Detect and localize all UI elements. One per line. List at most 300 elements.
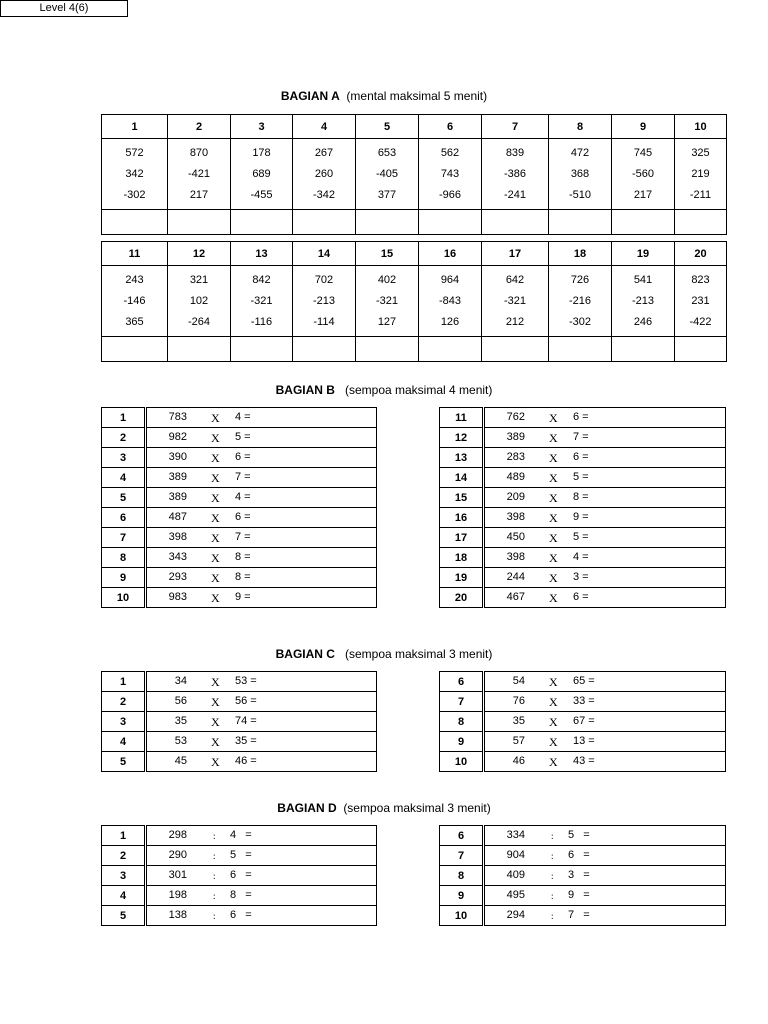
- operand-b: 7 =: [573, 431, 589, 443]
- operand: 870: [189, 146, 209, 159]
- multiply-sign: X: [549, 451, 558, 465]
- problem-row: [102, 692, 377, 712]
- problem-expression[interactable]: [146, 508, 377, 528]
- problem-expression[interactable]: [484, 548, 726, 568]
- problem-row: [102, 468, 377, 488]
- problem-number: 11: [102, 242, 168, 266]
- operand-a: 450: [506, 531, 525, 543]
- problem-number: 5: [356, 115, 419, 139]
- problem-number: 13: [440, 448, 484, 468]
- operand: 321: [189, 273, 209, 286]
- operand: -421: [187, 167, 211, 180]
- problem-expression[interactable]: [146, 468, 377, 488]
- answer-cell[interactable]: [231, 210, 293, 235]
- problem-row: [440, 588, 726, 608]
- problem-row: [102, 826, 377, 846]
- problem-row: [440, 866, 726, 886]
- operand: 342: [125, 167, 144, 180]
- problem-number: 3: [102, 448, 146, 468]
- operand-a: 46: [512, 755, 525, 767]
- problem-operands: [549, 139, 612, 210]
- operand: -116: [250, 315, 273, 328]
- answer-cell[interactable]: [356, 337, 419, 362]
- problem-row: [102, 672, 377, 692]
- operand: 246: [633, 315, 653, 328]
- multiply-sign: X: [549, 411, 558, 425]
- multiply-sign: X: [211, 511, 220, 525]
- problem-number: 1: [102, 826, 146, 846]
- problem-number: 3: [102, 712, 146, 732]
- problem-row: [440, 448, 726, 468]
- problem-expression[interactable]: [146, 846, 377, 866]
- operand: 842: [252, 273, 271, 286]
- operand-b: 6 =: [568, 849, 590, 861]
- multiply-sign: X: [211, 735, 220, 749]
- problem-expression[interactable]: [146, 752, 377, 772]
- answer-cell[interactable]: [231, 337, 293, 362]
- problem-number: 6: [440, 672, 484, 692]
- problem-number: 17: [440, 528, 484, 548]
- operand: -321: [250, 294, 273, 307]
- problem-operands: [675, 266, 727, 337]
- operand-b: 6 =: [230, 869, 252, 881]
- problem-operands: [482, 139, 549, 210]
- section-d-right-table: [439, 825, 726, 926]
- problem-expression[interactable]: [484, 886, 726, 906]
- problem-row: [440, 428, 726, 448]
- operand: 653: [377, 146, 397, 159]
- problem-expression[interactable]: [146, 548, 377, 568]
- section-d-title: BAGIAN D: [277, 801, 337, 815]
- divide-sign: :: [213, 911, 216, 921]
- problem-operands: [419, 139, 482, 210]
- problem-row: [102, 428, 377, 448]
- divide-sign: :: [213, 871, 216, 881]
- operand-b: 8 =: [235, 551, 251, 563]
- problem-number: 17: [482, 242, 549, 266]
- operand: 217: [633, 188, 653, 201]
- operand: 839: [505, 146, 525, 159]
- problem-expression[interactable]: [146, 408, 377, 428]
- section-c-left-table: [101, 671, 377, 772]
- section-a-subtitle: (mental maksimal 5 menit): [346, 89, 488, 103]
- answer-cell[interactable]: [549, 210, 612, 235]
- problem-row: [102, 448, 377, 468]
- operand: -422: [689, 315, 712, 328]
- problem-operands: [356, 139, 419, 210]
- problem-number: 18: [440, 548, 484, 568]
- problem-expression[interactable]: [484, 906, 726, 926]
- operand-a: 398: [506, 511, 525, 523]
- operand: -510: [568, 188, 592, 201]
- problem-expression[interactable]: [146, 672, 377, 692]
- problem-expression[interactable]: [146, 448, 377, 468]
- problem-expression[interactable]: [146, 826, 377, 846]
- multiply-sign: X: [211, 755, 220, 769]
- problem-number: 14: [293, 242, 356, 266]
- operand: 964: [440, 273, 460, 286]
- problem-expression[interactable]: [146, 906, 377, 926]
- problem-number: 20: [675, 242, 727, 266]
- operand-b: 74 =: [235, 715, 257, 727]
- problem-row: [440, 752, 726, 772]
- problem-number: 20: [440, 588, 484, 608]
- problem-expression[interactable]: [146, 588, 377, 608]
- operand-a: 298: [168, 829, 187, 841]
- problem-number: 6: [419, 115, 482, 139]
- operand-a: 57: [512, 735, 525, 747]
- problem-number: 8: [102, 548, 146, 568]
- answer-cell[interactable]: [293, 337, 356, 362]
- problem-number: 16: [419, 242, 482, 266]
- operand-b: 35 =: [235, 735, 257, 747]
- operand-a: 904: [506, 849, 525, 861]
- problem-row: [440, 528, 726, 548]
- multiply-sign: X: [549, 431, 558, 445]
- problem-number: 5: [102, 752, 146, 772]
- problem-number: 9: [102, 568, 146, 588]
- operand: 642: [505, 273, 525, 286]
- operand-b: 56 =: [235, 695, 257, 707]
- answer-cell[interactable]: [419, 210, 482, 235]
- multiply-sign: X: [211, 411, 220, 425]
- operand-b: 3 =: [568, 869, 590, 881]
- operand: -321: [503, 294, 527, 307]
- problem-number: 2: [102, 428, 146, 448]
- operand-b: 9 =: [235, 591, 251, 603]
- operand-b: 5 =: [230, 849, 252, 861]
- problem-number: 10: [440, 906, 484, 926]
- problem-row: [102, 712, 377, 732]
- divide-sign: :: [551, 891, 554, 901]
- operand: 219: [691, 167, 710, 180]
- answer-cell[interactable]: [482, 210, 549, 235]
- operand-a: 983: [168, 591, 187, 603]
- section-c-right-table: [439, 671, 726, 772]
- problem-number: 7: [440, 846, 484, 866]
- problem-number: 9: [440, 886, 484, 906]
- problem-expression[interactable]: [484, 468, 726, 488]
- operand: 689: [252, 167, 271, 180]
- problem-row: [102, 886, 377, 906]
- operand-b: 8 =: [235, 571, 251, 583]
- operand: 127: [377, 315, 397, 328]
- problem-expression[interactable]: [484, 428, 726, 448]
- problem-row: [102, 732, 377, 752]
- problem-row: [440, 568, 726, 588]
- answer-cell[interactable]: [293, 210, 356, 235]
- problem-row: [440, 468, 726, 488]
- problem-operands: [612, 266, 675, 337]
- operand: -405: [375, 167, 399, 180]
- operand: -146: [123, 294, 146, 307]
- problem-number: 2: [168, 115, 231, 139]
- multiply-sign: X: [211, 471, 220, 485]
- operand-b: 46 =: [235, 755, 257, 767]
- problem-number: 7: [102, 528, 146, 548]
- operand: 726: [570, 273, 590, 286]
- problem-expression[interactable]: [146, 866, 377, 886]
- operand-a: 389: [168, 471, 187, 483]
- section-c-title: BAGIAN C: [275, 647, 335, 661]
- operand-b: 4 =: [573, 551, 589, 563]
- operand-b: 8 =: [573, 491, 589, 503]
- operand-a: 398: [168, 531, 187, 543]
- problem-number: 6: [440, 826, 484, 846]
- section-c-heading: [0, 647, 768, 661]
- multiply-sign: X: [211, 451, 220, 465]
- section-a-title: BAGIAN A: [280, 89, 340, 103]
- problem-number: 14: [440, 468, 484, 488]
- answer-cell[interactable]: [675, 337, 727, 362]
- problem-number: 8: [440, 712, 484, 732]
- operand: 126: [440, 315, 460, 328]
- answer-cell[interactable]: [102, 337, 168, 362]
- problem-operands: [293, 266, 356, 337]
- operand: 231: [691, 294, 710, 307]
- problem-row: [440, 508, 726, 528]
- operand-a: 35: [174, 715, 187, 727]
- answer-cell[interactable]: [482, 337, 549, 362]
- operand-b: 67 =: [573, 715, 595, 727]
- operand-b: 7 =: [235, 531, 251, 543]
- answer-cell[interactable]: [419, 337, 482, 362]
- operand: -114: [313, 315, 335, 328]
- operand: -560: [631, 167, 655, 180]
- problem-expression[interactable]: [484, 448, 726, 468]
- operand-a: 487: [168, 511, 187, 523]
- operand-a: 762: [506, 411, 525, 423]
- operand-a: 398: [506, 551, 525, 563]
- multiply-sign: X: [549, 591, 558, 605]
- problem-expression[interactable]: [146, 488, 377, 508]
- problem-number: 3: [102, 866, 146, 886]
- operand: 368: [570, 167, 590, 180]
- operand-a: 467: [506, 591, 525, 603]
- operand: 325: [691, 146, 710, 159]
- operand-a: 343: [168, 551, 187, 563]
- section-c-subtitle: (sempoa maksimal 3 menit): [344, 647, 493, 661]
- operand-b: 6 =: [235, 511, 251, 523]
- problem-expression[interactable]: [484, 408, 726, 428]
- operand: 212: [505, 315, 525, 328]
- problem-operands: [612, 139, 675, 210]
- operand-a: 489: [506, 471, 525, 483]
- problem-row: [102, 752, 377, 772]
- problem-expression[interactable]: [484, 488, 726, 508]
- problem-row: [440, 732, 726, 752]
- operand-b: 7 =: [568, 909, 590, 921]
- problem-row: [440, 488, 726, 508]
- multiply-sign: X: [549, 531, 558, 545]
- operand-b: 53 =: [235, 675, 257, 687]
- operand: -966: [438, 188, 462, 201]
- problem-operands: [293, 139, 356, 210]
- operand: 745: [633, 146, 653, 159]
- answer-cell[interactable]: [549, 337, 612, 362]
- operand: -455: [250, 188, 273, 201]
- problem-expression[interactable]: [146, 732, 377, 752]
- divide-sign: :: [213, 851, 216, 861]
- operand: 402: [377, 273, 397, 286]
- problem-expression[interactable]: [484, 846, 726, 866]
- problem-expression[interactable]: [484, 672, 726, 692]
- problem-expression[interactable]: [484, 752, 726, 772]
- problem-operands: [168, 139, 231, 210]
- problem-expression[interactable]: [484, 866, 726, 886]
- operand-b: 4 =: [230, 829, 252, 841]
- problem-number: 19: [612, 242, 675, 266]
- operand-b: 6 =: [230, 909, 252, 921]
- level-label: Level 4(6): [0, 0, 128, 17]
- problem-number: 12: [168, 242, 231, 266]
- answer-cell[interactable]: [102, 210, 168, 235]
- problem-row: [102, 408, 377, 428]
- problem-row: [440, 548, 726, 568]
- multiply-sign: X: [549, 471, 558, 485]
- problem-expression[interactable]: [484, 528, 726, 548]
- multiply-sign: X: [211, 675, 220, 689]
- operand-b: 5 =: [573, 531, 589, 543]
- problem-expression[interactable]: [484, 568, 726, 588]
- operand-a: 34: [174, 675, 187, 687]
- operand: 102: [189, 294, 209, 307]
- operand-a: 138: [168, 909, 187, 921]
- answer-cell[interactable]: [168, 337, 231, 362]
- problem-number: 15: [440, 488, 484, 508]
- operand-b: 7 =: [235, 471, 251, 483]
- operand: 743: [440, 167, 460, 180]
- section-b-left-table: [101, 407, 377, 608]
- problem-expression[interactable]: [146, 886, 377, 906]
- problem-number: 6: [102, 508, 146, 528]
- operand-a: 54: [512, 675, 525, 687]
- answer-cell[interactable]: [612, 210, 675, 235]
- problem-expression[interactable]: [484, 712, 726, 732]
- operand-a: 783: [168, 411, 187, 423]
- operand: 572: [125, 146, 144, 159]
- section-d-left-table: [101, 825, 377, 926]
- operand-a: 209: [506, 491, 525, 503]
- answer-cell[interactable]: [675, 210, 727, 235]
- problem-operands: [168, 266, 231, 337]
- problem-row: [440, 712, 726, 732]
- problem-number: 5: [102, 906, 146, 926]
- problem-expression[interactable]: [484, 826, 726, 846]
- multiply-sign: X: [549, 511, 558, 525]
- operand-a: 495: [506, 889, 525, 901]
- problem-number: 10: [102, 588, 146, 608]
- problem-row: [102, 568, 377, 588]
- problem-expression[interactable]: [146, 712, 377, 732]
- problem-number: 13: [231, 242, 293, 266]
- multiply-sign: X: [549, 675, 558, 689]
- operand-b: 4 =: [235, 411, 251, 423]
- problem-number: 3: [231, 115, 293, 139]
- problem-expression[interactable]: [484, 692, 726, 712]
- problem-expression[interactable]: [146, 528, 377, 548]
- problem-row: [102, 548, 377, 568]
- problem-number: 9: [612, 115, 675, 139]
- problem-operands: [231, 139, 293, 210]
- operand-b: 6 =: [235, 451, 251, 463]
- problem-number: 4: [102, 468, 146, 488]
- operand: -211: [689, 188, 712, 201]
- problem-expression[interactable]: [146, 692, 377, 712]
- section-d-subtitle: (sempoa maksimal 3 menit): [343, 801, 491, 815]
- problem-row: [102, 528, 377, 548]
- operand: -321: [375, 294, 399, 307]
- multiply-sign: X: [549, 551, 558, 565]
- problem-operands: [231, 266, 293, 337]
- multiply-sign: X: [549, 491, 558, 505]
- operand-a: 290: [168, 849, 187, 861]
- operand: -843: [438, 294, 462, 307]
- operand: -213: [631, 294, 655, 307]
- problem-number: 11: [440, 408, 484, 428]
- operand: 365: [125, 315, 144, 328]
- operand: 823: [691, 273, 710, 286]
- operand-b: 65 =: [573, 675, 595, 687]
- problem-row: [102, 846, 377, 866]
- divide-sign: :: [551, 871, 554, 881]
- problem-number: 5: [102, 488, 146, 508]
- operand-a: 293: [168, 571, 187, 583]
- operand-b: 3 =: [573, 571, 589, 583]
- operand-a: 45: [174, 755, 187, 767]
- divide-sign: :: [213, 831, 216, 841]
- problem-operands: [482, 266, 549, 337]
- operand-b: 6 =: [573, 451, 589, 463]
- divide-sign: :: [551, 911, 554, 921]
- operand: -241: [503, 188, 527, 201]
- multiply-sign: X: [549, 695, 558, 709]
- operand-a: 389: [168, 491, 187, 503]
- problem-expression[interactable]: [146, 568, 377, 588]
- operand: 260: [314, 167, 334, 180]
- operand-b: 4 =: [235, 491, 251, 503]
- operand: 243: [125, 273, 144, 286]
- problem-number: 7: [440, 692, 484, 712]
- multiply-sign: X: [211, 531, 220, 545]
- operand: -302: [123, 188, 146, 201]
- problem-expression[interactable]: [484, 732, 726, 752]
- problem-operands: [419, 266, 482, 337]
- problem-number: 2: [102, 692, 146, 712]
- multiply-sign: X: [211, 551, 220, 565]
- multiply-sign: X: [211, 591, 220, 605]
- answer-cell[interactable]: [612, 337, 675, 362]
- operand-a: 56: [174, 695, 187, 707]
- problem-number: 4: [293, 115, 356, 139]
- operand: -386: [503, 167, 527, 180]
- operand-b: 9 =: [568, 889, 590, 901]
- problem-expression[interactable]: [484, 508, 726, 528]
- problem-number: 8: [440, 866, 484, 886]
- problem-operands: [102, 266, 168, 337]
- multiply-sign: X: [211, 695, 220, 709]
- divide-sign: :: [551, 851, 554, 861]
- operand-b: 13 =: [573, 735, 595, 747]
- problem-operands: [102, 139, 168, 210]
- problem-expression[interactable]: [484, 588, 726, 608]
- answer-cell[interactable]: [356, 210, 419, 235]
- problem-expression[interactable]: [146, 428, 377, 448]
- answer-cell[interactable]: [168, 210, 231, 235]
- problem-number: 18: [549, 242, 612, 266]
- problem-number: 1: [102, 408, 146, 428]
- operand: -213: [312, 294, 336, 307]
